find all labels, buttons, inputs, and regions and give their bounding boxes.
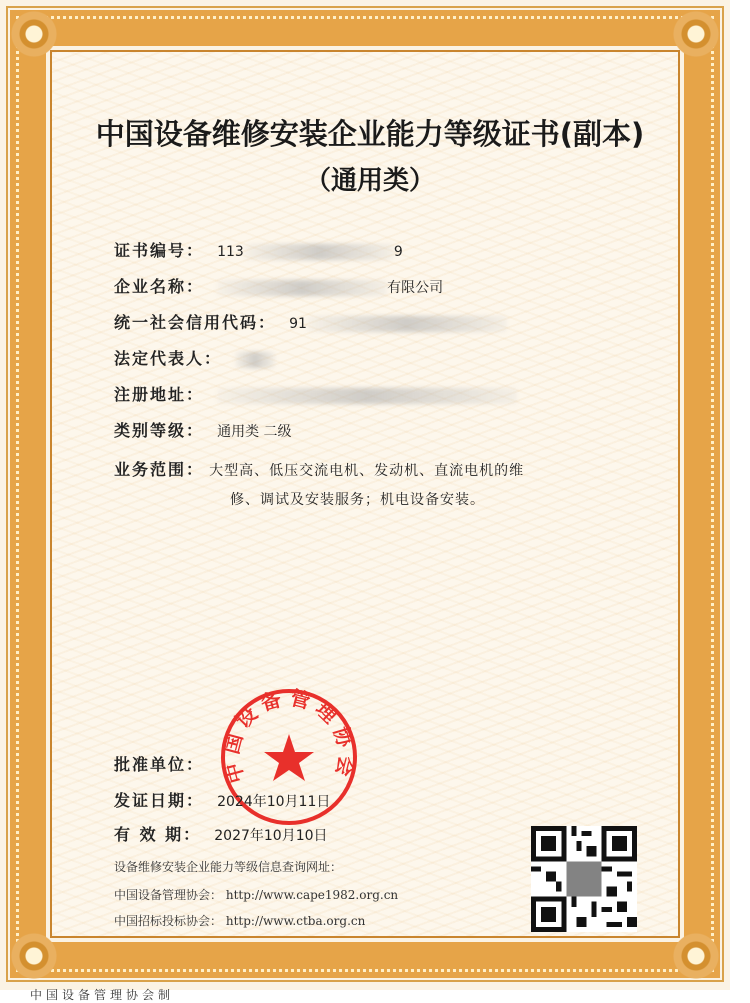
redacted-blur	[217, 280, 387, 296]
query-label: 中国招标投标协会：	[114, 914, 223, 928]
field-value: 通用类 二级	[217, 424, 292, 440]
field-label: 业务范围：	[114, 460, 205, 479]
issuer-footer: 中国设备管理协会制	[30, 988, 175, 1002]
field-value: 91	[289, 316, 507, 332]
query-url-link[interactable]: http://www.cape1982.org.cn	[225, 888, 399, 902]
redacted-blur	[235, 352, 275, 368]
field-label: 法定代表人：	[114, 349, 223, 368]
redacted-blur	[244, 244, 394, 260]
field-value: 113 9	[217, 244, 403, 260]
field-value	[235, 352, 275, 368]
field-address	[114, 382, 517, 405]
field-company	[114, 274, 443, 297]
certificate-title: 中国设备维修安装企业能力等级证书(副本)	[95, 117, 645, 151]
redacted-blur	[307, 316, 507, 332]
field-value: 2024年10月11日	[217, 794, 331, 810]
field-label: 批准单位：	[114, 755, 205, 774]
field-valid-until	[114, 822, 328, 845]
field-label: 统一社会信用代码：	[114, 313, 277, 332]
field-label: 企业名称：	[114, 277, 205, 296]
field-approval-unit	[114, 752, 204, 775]
query-line-2	[114, 912, 365, 929]
field-credit-code	[114, 310, 507, 333]
seal-text: 中国设备管理协会	[218, 686, 360, 786]
field-business-scope	[114, 456, 654, 514]
scope-line-1: 大型高、低压交流电机、发动机、直流电机的维	[209, 463, 525, 479]
field-value	[217, 388, 517, 404]
field-value: 有限公司	[217, 280, 443, 296]
field-issue-date	[114, 788, 330, 811]
field-legal-rep	[114, 346, 275, 369]
scope-line-2: 修、调试及安装服务；机电设备安装。	[230, 492, 485, 508]
query-line-1	[114, 886, 398, 903]
field-label: 注册地址：	[114, 385, 205, 404]
query-url-link[interactable]: http://www.ctba.org.cn	[225, 914, 366, 928]
query-label: 中国设备管理协会：	[114, 888, 223, 902]
field-label: 有 效 期：	[114, 825, 202, 844]
field-category	[114, 418, 292, 441]
field-value: 2027年10月10日	[214, 828, 328, 844]
qr-code-icon	[530, 826, 638, 932]
field-cert-no	[114, 238, 403, 261]
field-label: 类别等级：	[114, 421, 205, 440]
field-label: 发证日期：	[114, 791, 205, 810]
redacted-blur	[217, 388, 517, 404]
query-heading: 设备维修安装企业能力等级信息查询网址：	[114, 860, 343, 874]
field-label: 证书编号：	[114, 241, 205, 260]
certificate-subtitle: （通用类）	[304, 166, 435, 196]
